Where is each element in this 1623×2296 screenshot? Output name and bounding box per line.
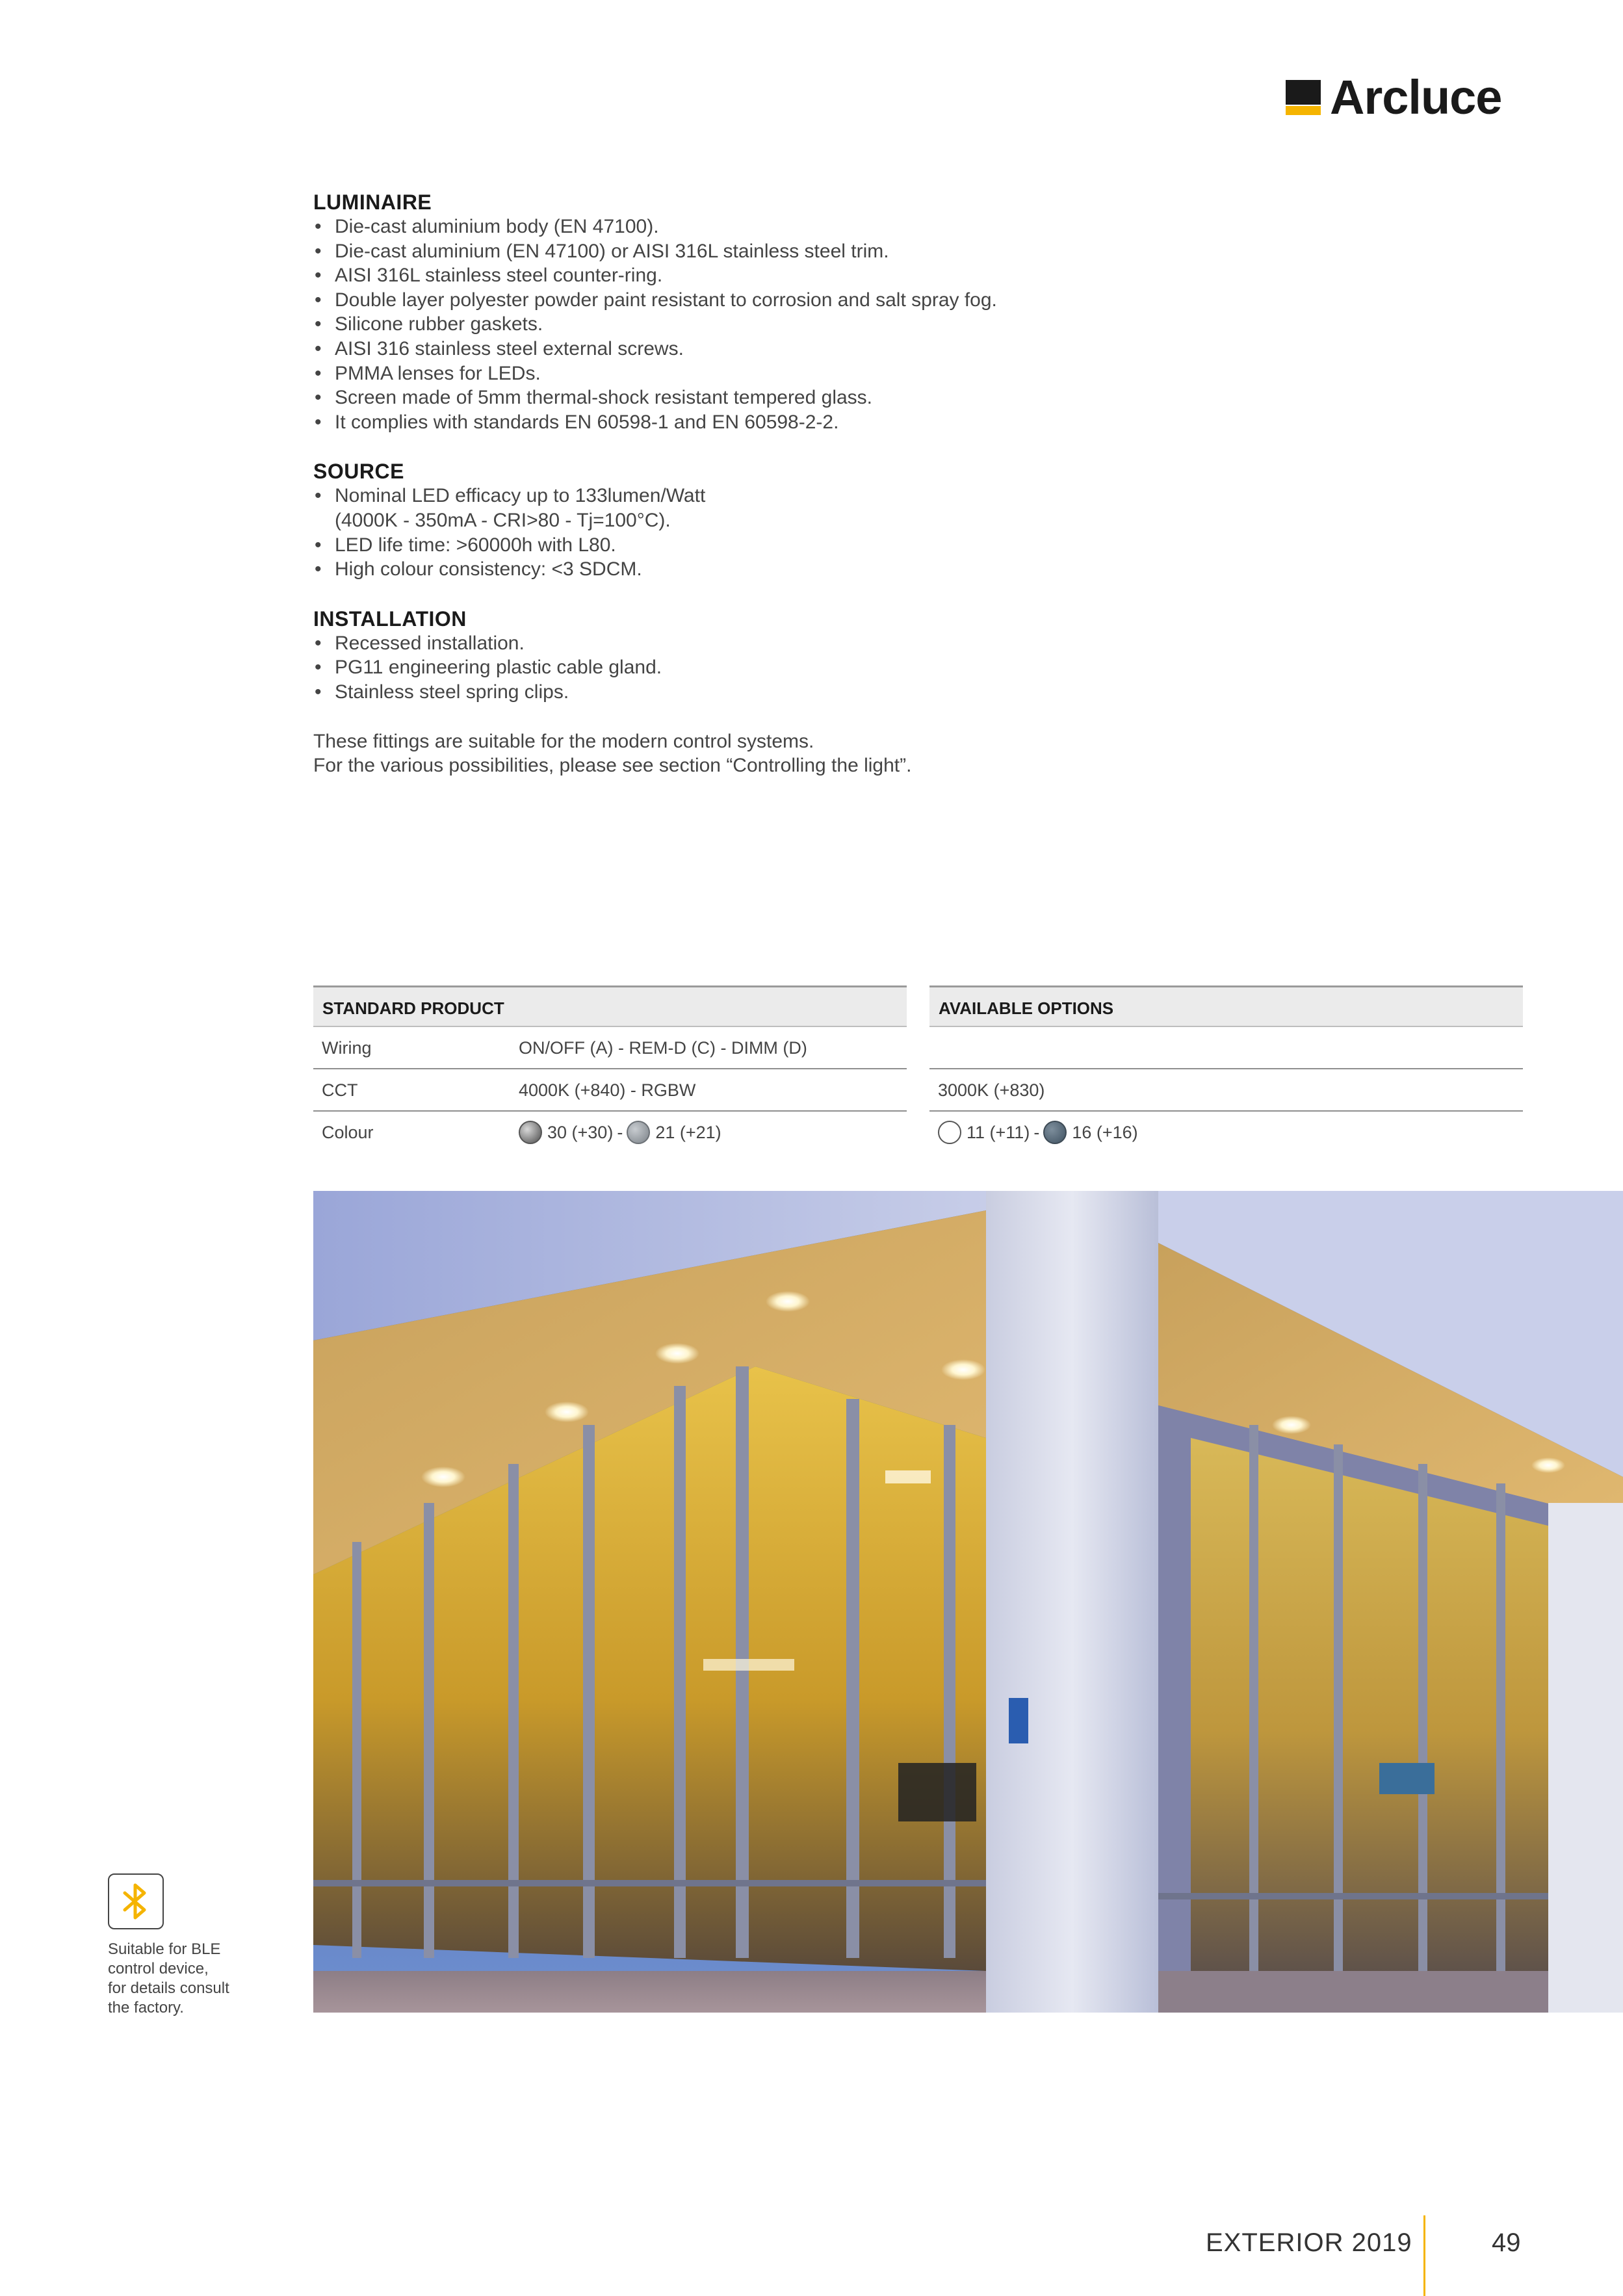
colour-value [519, 1112, 721, 1153]
list-item: • High colour consistency: <3 SDCM. [313, 557, 1158, 582]
source-list [313, 484, 1158, 581]
available-options-table [929, 985, 1523, 1154]
specification-text [313, 190, 1158, 778]
brand-name: Arcluce [1330, 70, 1502, 124]
control-note-line: These fittings are suitable for the modern control systems. [313, 730, 814, 752]
cct-option-value: 3000K (+830) [938, 1080, 1045, 1100]
list-item: • Die-cast aluminium (EN 47100) or AISI 316L stainless steel trim. [313, 239, 1158, 264]
footer-section-title: EXTERIOR 2019 [1206, 2228, 1412, 2257]
ble-note-line: for details consult [108, 1979, 229, 1997]
source-heading: SOURCE [313, 460, 404, 484]
control-note-line: For the various possibilities, please see section “Controlling the light”. [313, 755, 912, 777]
wiring-label: Wiring [322, 1038, 372, 1058]
table-row [313, 1112, 907, 1154]
ble-note-line: control device, [108, 1960, 209, 1977]
cct-label: CCT [322, 1080, 358, 1100]
luminaire-list [313, 215, 1158, 434]
wiring-value: ON/OFF (A) - REM-D (C) - DIMM (D) [519, 1038, 807, 1058]
installation-list [313, 631, 1158, 705]
standard-product-table [313, 985, 907, 1154]
brand-logo [1286, 70, 1502, 124]
list-item: • It complies with standards EN 60598-1 and EN 60598-2-2. [313, 410, 1158, 435]
separator: - [617, 1123, 623, 1142]
standard-product-header: STANDARD PRODUCT [313, 985, 907, 1027]
list-item-line: Nominal LED efficacy up to 133lumen/Watt [335, 485, 706, 507]
separator: - [1033, 1123, 1040, 1142]
list-item: • AISI 316 stainless steel external screws. [313, 337, 1158, 361]
colour-swatch-blue-grey-icon [1043, 1121, 1067, 1144]
colour-code: 21 (+21) [655, 1123, 721, 1142]
table-row [929, 1027, 1523, 1069]
list-item: • AISI 316L stainless steel counter-ring. [313, 263, 1158, 288]
table-row [313, 1069, 907, 1112]
colour-swatch-grey-icon [519, 1121, 542, 1144]
logo-mark-icon [1286, 80, 1321, 115]
table-row [929, 1069, 1523, 1112]
table-row [313, 1027, 907, 1069]
bluetooth-icon [108, 1873, 164, 1929]
colour-code: 11 (+11) [967, 1123, 1030, 1142]
list-item: • PG11 engineering plastic cable gland. [313, 655, 1158, 680]
table-row [929, 1112, 1523, 1154]
product-application-photo [313, 1191, 1623, 2013]
luminaire-heading: LUMINAIRE [313, 190, 432, 214]
list-item: • Double layer polyester powder paint resistant to corrosion and salt spray fog. [313, 288, 1158, 313]
page-number: 49 [1492, 2228, 1521, 2257]
colour-option-value [938, 1112, 1138, 1153]
list-item: • Stainless steel spring clips. [313, 680, 1158, 705]
list-item: • Screen made of 5mm thermal-shock resistant tempered glass. [313, 385, 1158, 410]
colour-swatch-white-icon [938, 1121, 961, 1144]
ble-note-line: the factory. [108, 1999, 184, 2016]
ble-note [108, 1940, 257, 2018]
list-item: • Recessed installation. [313, 631, 1158, 656]
list-item: • Silicone rubber gaskets. [313, 312, 1158, 337]
cct-value: 4000K (+840) - RGBW [519, 1080, 696, 1100]
footer-divider [1423, 2215, 1425, 2296]
list-item-line: (4000K - 350mA - CRI>80 - Tj=100°C). [335, 509, 671, 531]
available-options-header: AVAILABLE OPTIONS [929, 985, 1523, 1027]
list-item: • PMMA lenses for LEDs. [313, 361, 1158, 386]
ble-note-line: Suitable for BLE [108, 1940, 221, 1958]
colour-code: 16 (+16) [1072, 1123, 1138, 1142]
installation-heading: INSTALLATION [313, 607, 467, 631]
colour-code: 30 (+30) [547, 1123, 614, 1142]
colour-swatch-silver-icon [627, 1121, 650, 1144]
list-item: • Die-cast aluminium body (EN 47100). [313, 215, 1158, 239]
colour-label: Colour [322, 1123, 374, 1142]
list-item: • LED life time: >60000h with L80. [313, 533, 1158, 558]
list-item [313, 484, 1158, 532]
